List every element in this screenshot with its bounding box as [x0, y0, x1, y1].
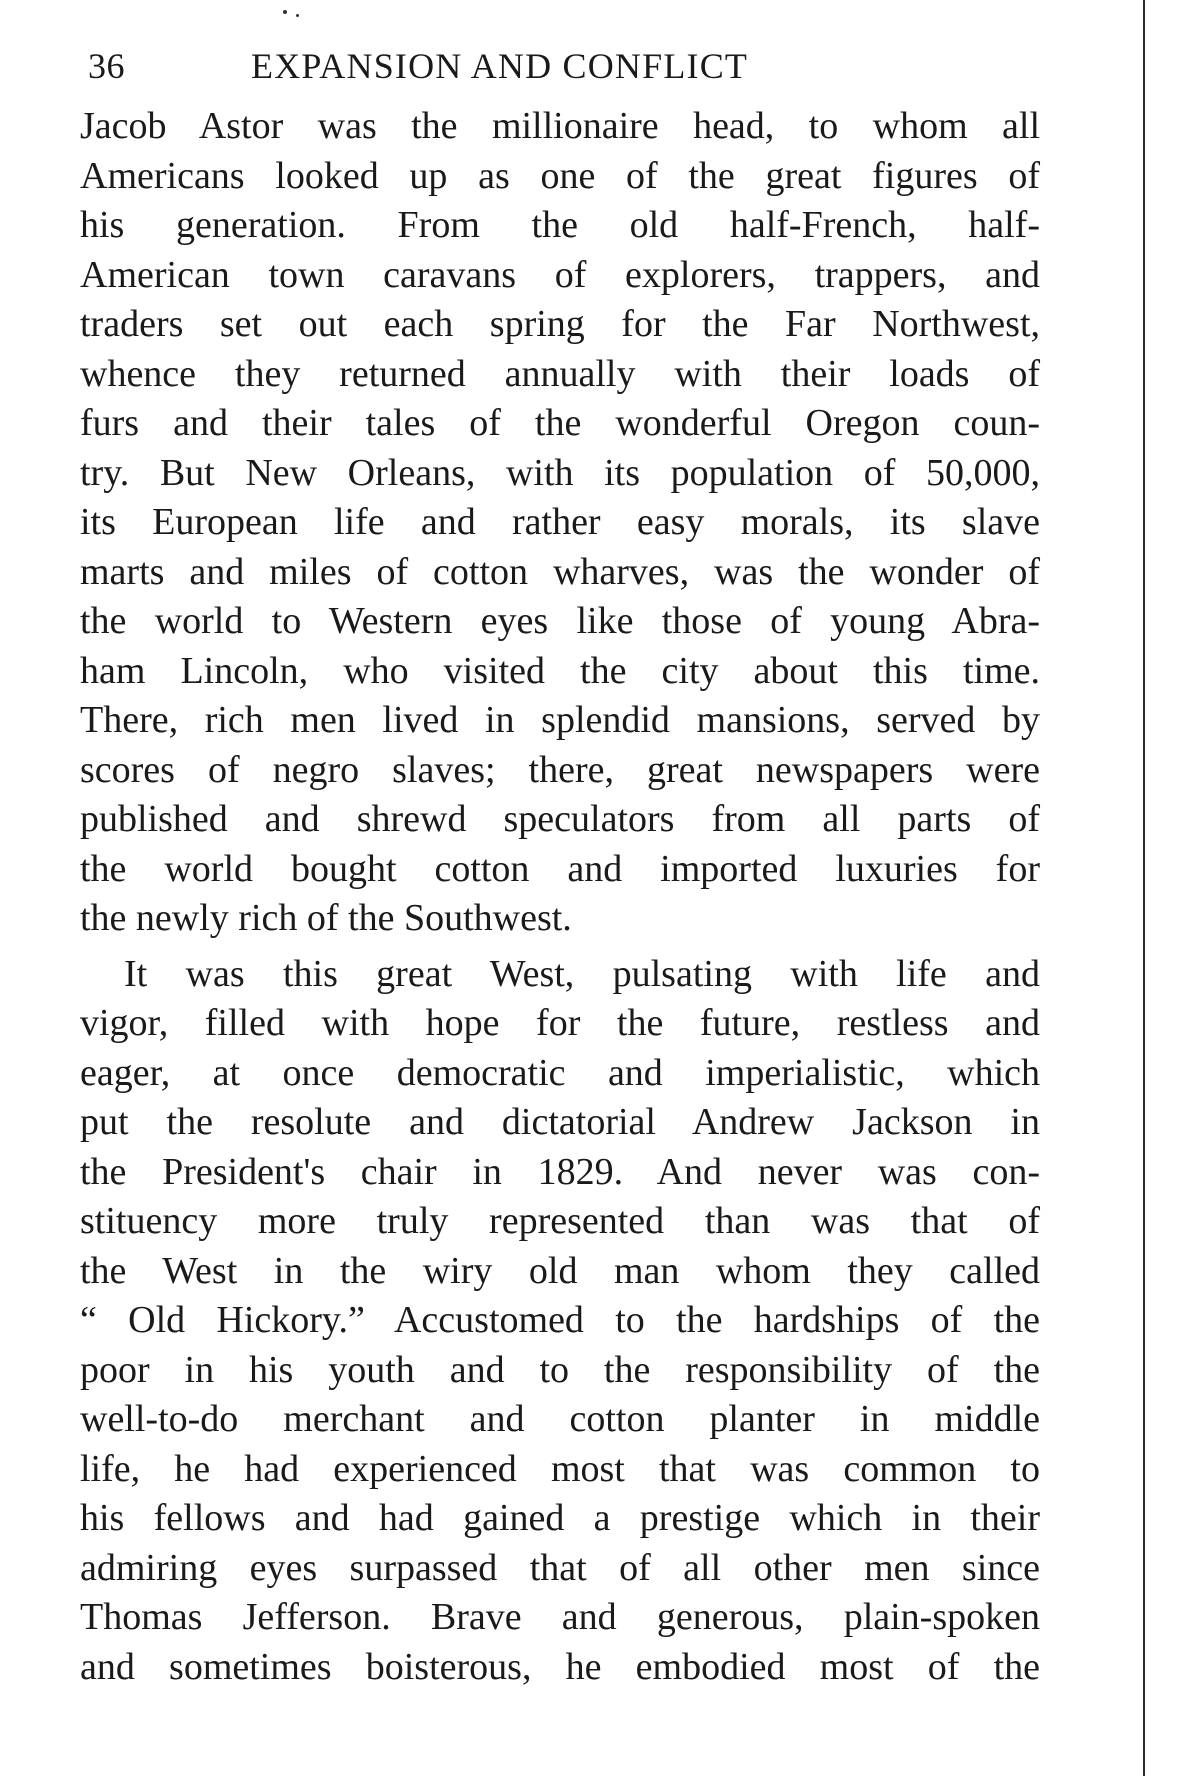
text-line: whence they returned annually with their loads of	[80, 352, 1040, 395]
text-line: published and shrewd speculators from all parts of	[80, 798, 1040, 840]
page-number: 36	[88, 46, 125, 86]
body-text	[80, 102, 1040, 1692]
text-line: furs and their tales of the wonderful Oregon coun-	[80, 402, 1040, 444]
text-line: and sometimes boisterous, he embodied most of the	[80, 1645, 1040, 1688]
text-line: eager, at once democratic and imperialistic, which	[80, 1051, 1040, 1094]
text-line: well-to-do merchant and cotton planter in middle	[80, 1398, 1040, 1440]
text-line: ham Lincoln, who visited the city about this time.	[80, 649, 1040, 692]
text-line: scores of negro slaves; there, great newspapers were	[80, 748, 1040, 791]
scan-speck	[296, 14, 299, 17]
paragraph-2	[80, 950, 1040, 1693]
text-line: stituency more truly represented than was that of	[80, 1200, 1040, 1242]
text-line: Thomas Jefferson. Brave and generous, plain-spoken	[80, 1596, 1040, 1638]
text-line: its European life and rather easy morals, its slave	[80, 501, 1040, 543]
text-line: the West in the wiry old man whom they called	[80, 1249, 1040, 1292]
text-line: his generation. From the old half-French, half-	[80, 204, 1040, 246]
text-line: American town caravans of explorers, trappers, and	[80, 253, 1040, 296]
text-line: “ Old Hickory.” Accustomed to the hardships of the	[80, 1299, 1040, 1341]
page-header	[88, 36, 1048, 96]
text-line: the world bought cotton and imported luxuries for	[80, 847, 1040, 890]
text-line: life, he had experienced most that was common to	[80, 1447, 1040, 1490]
text-line: his fellows and had gained a prestige which in their	[80, 1497, 1040, 1539]
text-line: put the resolute and dictatorial Andrew Jackson in	[80, 1101, 1040, 1143]
text-line: poor in his youth and to the responsibility of the	[80, 1348, 1040, 1391]
text-line: try. But New Orleans, with its population of 50,000,	[80, 451, 1040, 494]
text-line: marts and miles of cotton wharves, was the wonder of	[80, 550, 1040, 593]
text-line: vigor, filled with hope for the future, restless and	[80, 1002, 1040, 1044]
running-head: EXPANSION AND CONFLICT	[251, 46, 749, 86]
text-line: admiring eyes surpassed that of all other men since	[80, 1546, 1040, 1589]
paragraph-1	[80, 102, 1040, 944]
text-line: There, rich men lived in splendid mansions, served by	[80, 699, 1040, 741]
text-line: traders set out each spring for the Far Northwest,	[80, 303, 1040, 345]
text-line: Americans looked up as one of the great figures of	[80, 154, 1040, 197]
page-edge-line	[1143, 0, 1145, 1776]
scan-speck	[283, 10, 287, 14]
text-line: Jacob Astor was the millionaire head, to whom all	[80, 105, 1040, 147]
text-line: the President's chair in 1829. And never was con-	[80, 1150, 1040, 1193]
text-line: the world to Western eyes like those of young Abra-	[80, 600, 1040, 642]
text-line: It was this great West, pulsating with life and	[124, 952, 1040, 995]
text-line: the newly rich of the Southwest.	[80, 897, 572, 939]
